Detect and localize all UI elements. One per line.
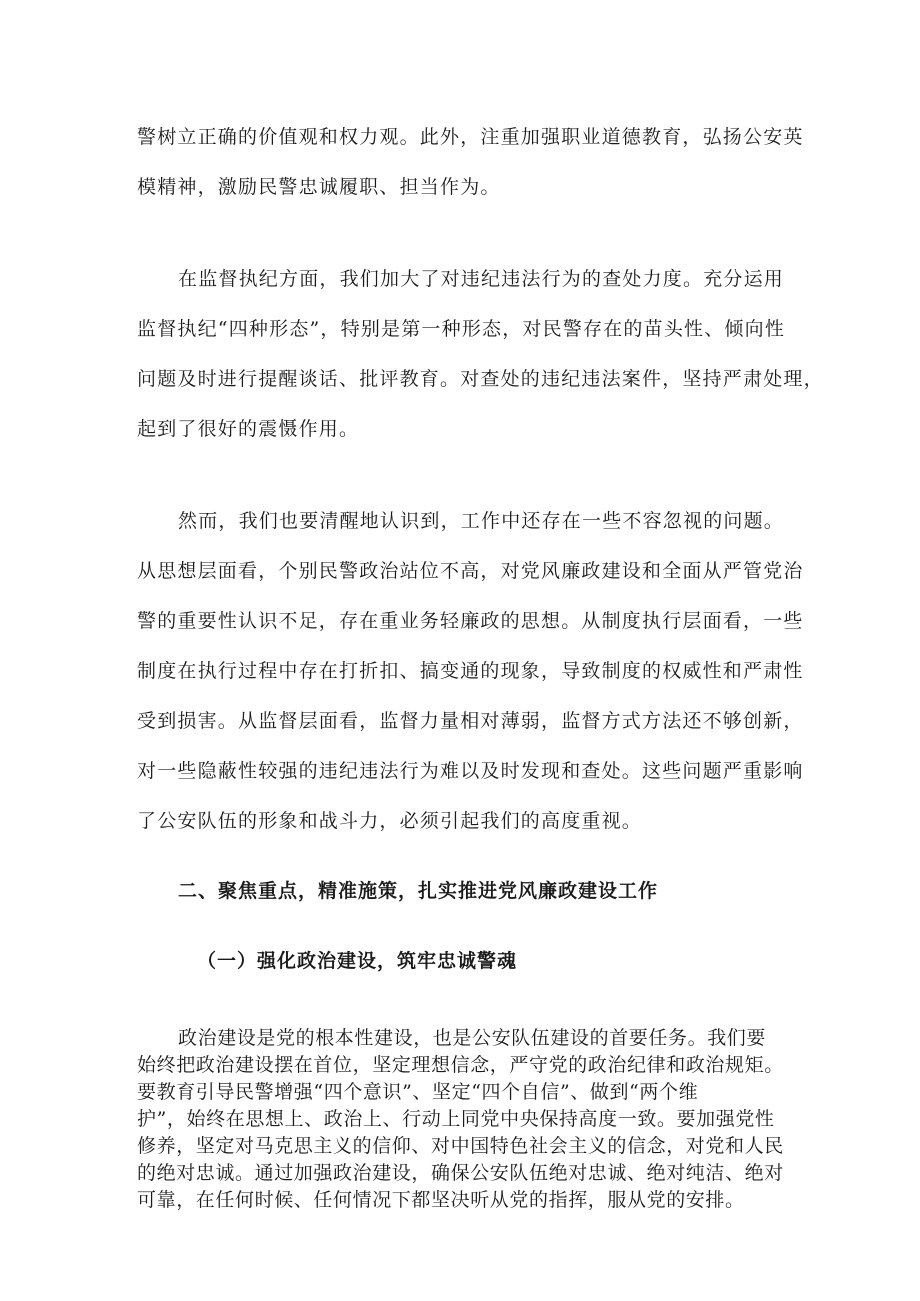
paragraph-4-line-7: 可靠，在任何时候、任何情况下都坚决听从党的指挥，服从党的安排。 [137,1189,745,1211]
paragraph-3-line-1: 然而，我们也要清醒地认识到，工作中还存在一些不容忽视的问题。 [178,510,785,532]
section-heading: 二、聚焦重点，精准施策，扎实推进党风廉政建设工作 [178,880,659,902]
paragraph-4-line-5: 修养，坚定对马克思主义的信仰、对中国特色社会主义的信念，对党和人民 [137,1135,784,1157]
paragraph-4-line-6: 的绝对忠诚。通过加强政治建设，确保公安队伍绝对忠诚、绝对纯洁、绝对 [137,1162,784,1184]
paragraph-3-line-4: 制度在执行过程中存在打折扣、搞变通的现象，导致制度的权威性和严肃性 [137,660,804,682]
subsection-heading: （一）强化政治建设，筑牢忠诚警魂 [197,950,518,972]
paragraph-4-line-4: 护”，始终在思想上、政治上、行动上同党中央保持高度一致。要加强党性 [137,1108,775,1130]
paragraph-3-line-3: 警的重要性认识不足，存在重业务轻廉政的思想。从制度执行层面看，一些 [137,610,804,632]
paragraph-2-line-4: 起到了很好的震慑作用。 [137,418,360,440]
paragraph-2-line-3: 问题及时进行提醒谈话、批评教育。对查处的违纪违法案件，坚持严肃处理， [137,368,824,390]
paragraph-3-line-6: 对一些隐蔽性较强的违纪违法行为难以及时发现和查处。这些问题严重影响 [137,760,804,782]
paragraph-1-line-1: 警树立正确的价值观和权力观。此外，注重加强职业道德教育，弘扬公安英 [137,126,804,148]
paragraph-3-line-2: 从思想层面看，个别民警政治站位不高，对党风廉政建设和全面从严管党治 [137,560,804,582]
paragraph-3-line-7: 了公安队伍的形象和战斗力，必须引起我们的高度重视。 [137,810,643,832]
paragraph-3-line-5: 受到损害。从监督层面看，监督力量相对薄弱，监督方式方法还不够创新， [137,710,804,732]
paragraph-1-line-2: 模精神，激励民警忠诚履职、担当作为。 [137,176,501,198]
paragraph-4-line-3: 要教育引导民警增强“四个意识”、坚定“四个自信”、做到“两个维 [137,1081,699,1103]
paragraph-2-line-2: 监督执纪“四种形态”，特别是第一种形态，对民警存在的苗头性、倾向性 [137,318,786,340]
paragraph-4-line-2: 始终把政治建设摆在首位，坚定理想信念，严守党的政治纪律和政治规矩。 [137,1054,784,1076]
paragraph-2-line-1: 在监督执纪方面，我们加大了对违纪违法行为的查处力度。充分运用 [178,268,785,290]
paragraph-4-line-1: 政治建设是党的根本性建设，也是公安队伍建设的首要任务。我们要 [178,1027,767,1049]
